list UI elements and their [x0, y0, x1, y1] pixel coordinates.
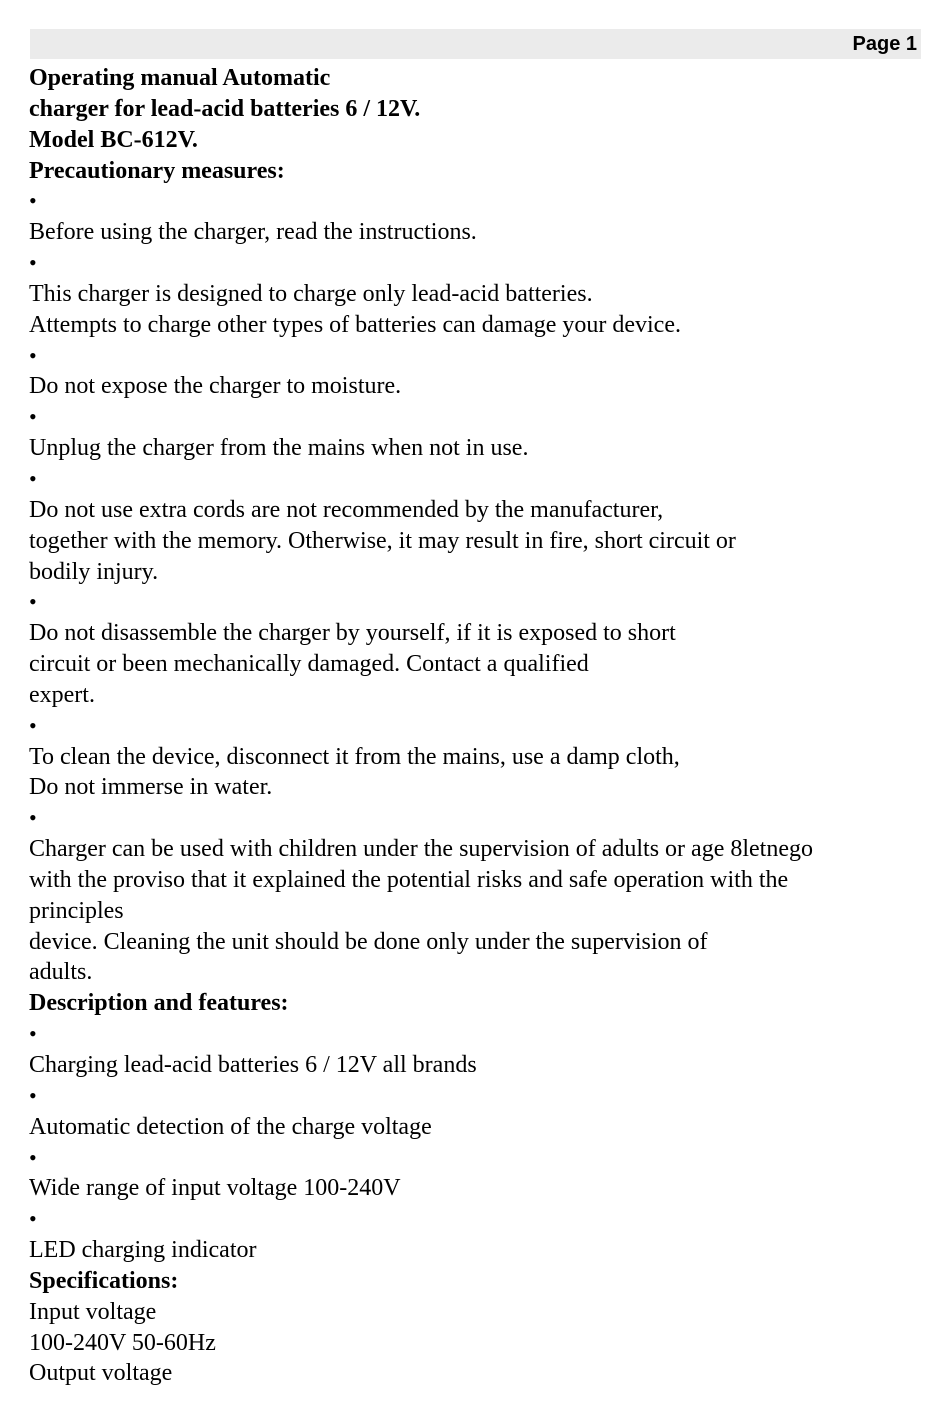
bullet-marker: • — [29, 250, 37, 276]
document-body — [29, 63, 929, 1389]
bullet-marker: • — [29, 589, 37, 615]
document-title — [29, 63, 929, 156]
page-header — [30, 29, 921, 59]
list-item-text: Automatic detection of the charge voltage — [29, 1113, 432, 1140]
list-item — [29, 186, 929, 248]
list-item-text: bodily injury. — [29, 558, 159, 585]
list-item-text: To clean the device, disconnect it from the mains, use a damp cloth, — [29, 743, 680, 770]
precautions-section — [29, 156, 929, 989]
bullet-marker: • — [29, 404, 37, 430]
bullet-marker: • — [29, 1082, 37, 1108]
title-line: Operating manual Automatic — [29, 65, 331, 91]
list-item-text: This charger is designed to charge only lead-acid batteries. — [29, 280, 593, 307]
list-item-text: Do not disassemble the charger by yourself, if it is exposed to short — [29, 620, 676, 647]
list-item-text: Wide range of input voltage 100-240V — [29, 1175, 401, 1202]
precautions-heading: Precautionary measures: — [29, 157, 285, 184]
list-item — [29, 1143, 929, 1205]
list-item-text: Do not use extra cords are not recommended by the manufacturer, — [29, 496, 664, 523]
list-item-text: Charging lead-acid batteries 6 / 12V all brands — [29, 1052, 477, 1078]
bullet-marker: • — [29, 188, 37, 214]
list-item — [29, 803, 929, 988]
list-item-text: principles — [29, 897, 124, 924]
list-item-text: circuit or been mechanically damaged. Contact a qualified — [29, 651, 589, 678]
list-item-text: LED charging indicator — [29, 1237, 257, 1264]
bullet-marker: • — [29, 1021, 37, 1047]
list-item-text: device. Cleaning the unit should be done only under the supervision of — [29, 928, 708, 955]
list-item — [29, 587, 929, 710]
list-item-text: with the proviso that it explained the potential risks and safe operation with the — [29, 866, 789, 893]
bullet-marker: • — [29, 805, 37, 831]
list-item — [29, 1019, 929, 1081]
bullet-marker: • — [29, 465, 37, 491]
list-item-text: Unplug the charger from the mains when not in use. — [29, 435, 529, 462]
title-line: charger for lead-acid batteries 6 / 12V. — [29, 95, 421, 122]
title-line: Model BC-612V. — [29, 126, 198, 153]
list-item-text: expert. — [29, 681, 95, 708]
list-item-text: Charger can be used with children under the supervision of adults or age 8letnego — [29, 836, 813, 863]
list-item — [29, 402, 929, 464]
bullet-marker: • — [29, 1144, 37, 1170]
list-item — [29, 248, 929, 341]
list-item-text: Do not immerse in water. — [29, 774, 273, 801]
list-item — [29, 464, 929, 587]
list-item-text: Before using the charger, read the instructions. — [29, 219, 477, 246]
spec-line: Input voltage — [29, 1298, 157, 1325]
page-number: Page 1 — [852, 33, 917, 55]
features-section — [29, 988, 929, 1266]
spec-line: 100-240V 50-60Hz — [29, 1329, 216, 1356]
list-item-text: Attempts to charge other types of batteries can damage your device. — [29, 311, 681, 338]
list-item — [29, 1204, 929, 1266]
list-item-text: together with the memory. Otherwise, it may result in fire, short circuit or — [29, 527, 736, 554]
specifications-section — [29, 1266, 929, 1389]
features-heading: Description and features: — [29, 990, 289, 1017]
bullet-marker: • — [29, 712, 37, 738]
list-item-text: adults. — [29, 959, 93, 986]
list-item — [29, 711, 929, 804]
bullet-marker: • — [29, 1206, 37, 1232]
list-item-text: Do not expose the charger to moisture. — [29, 373, 402, 400]
specifications-heading: Specifications: — [29, 1267, 179, 1294]
bullet-marker: • — [29, 342, 37, 368]
spec-line: Output voltage — [29, 1360, 173, 1387]
list-item — [29, 1081, 929, 1143]
list-item — [29, 341, 929, 403]
